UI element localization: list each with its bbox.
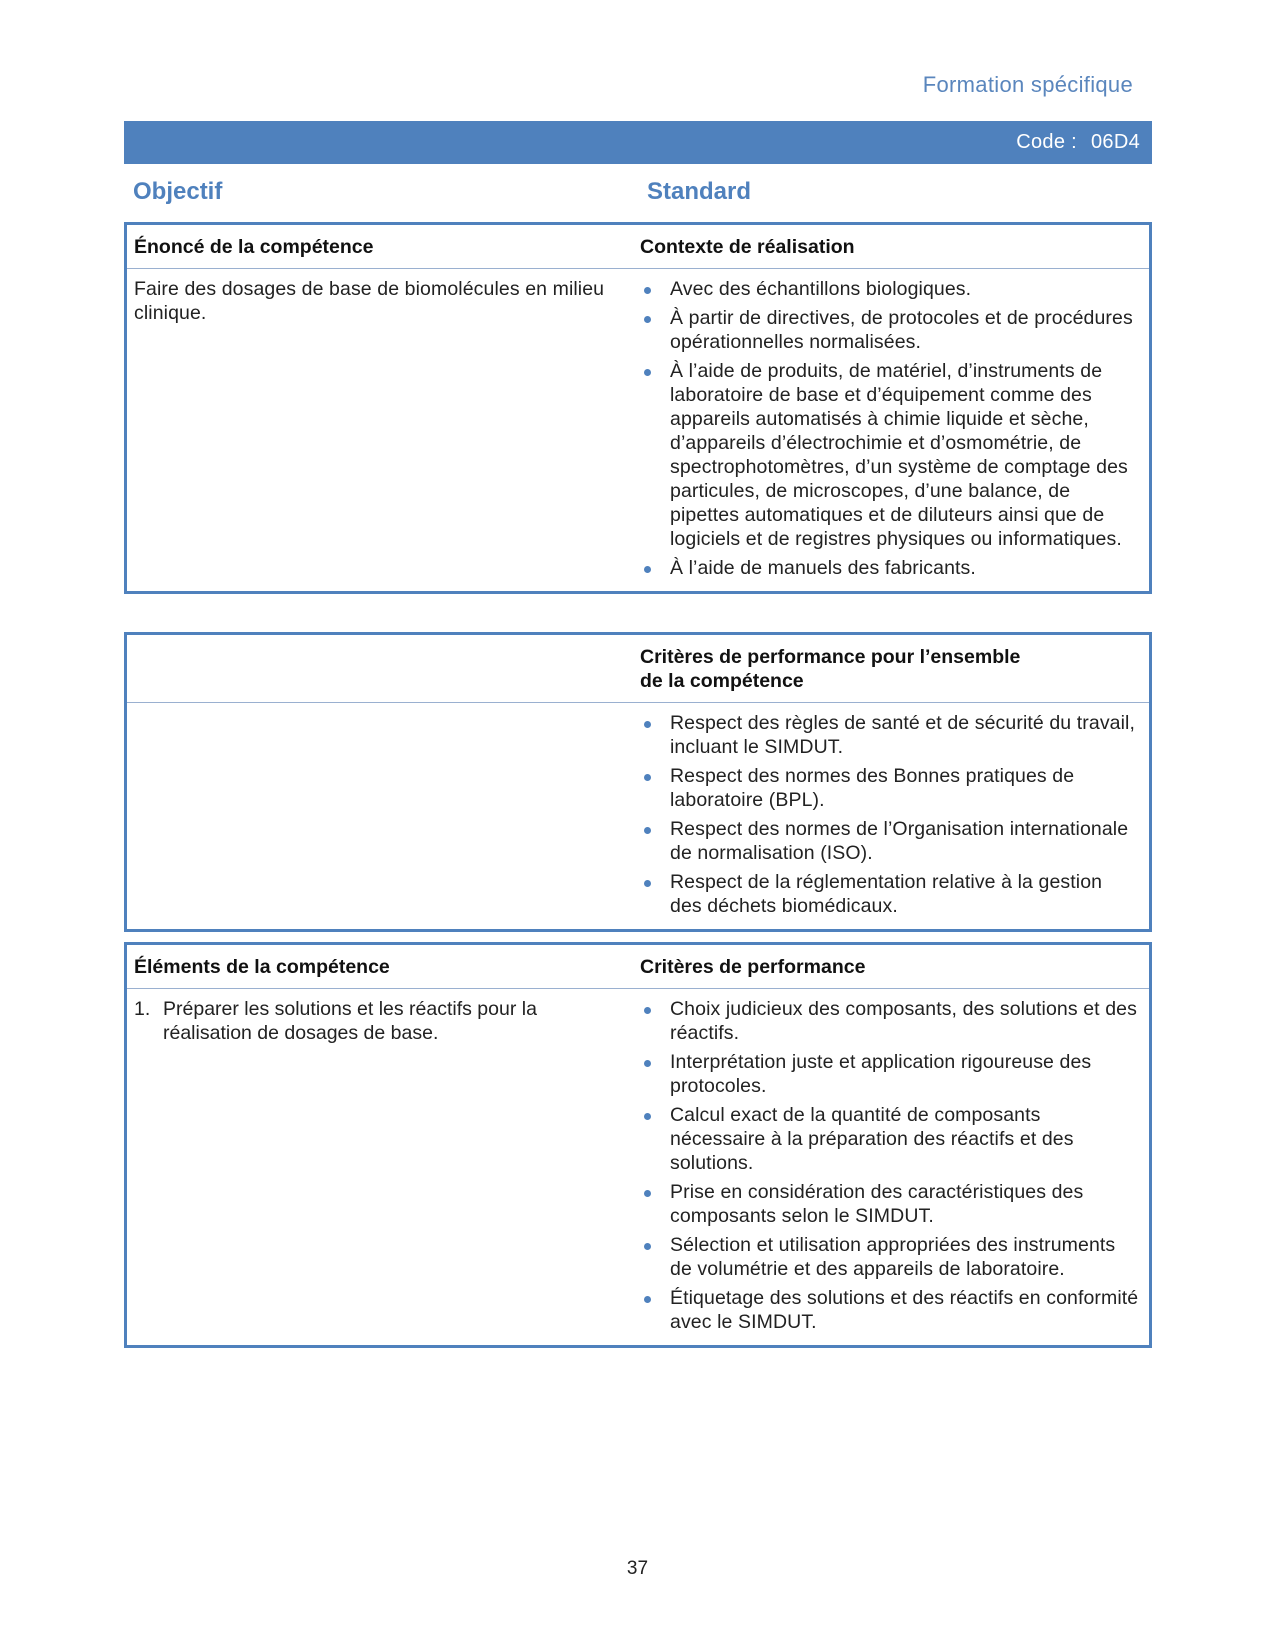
- list-item: Respect de la réglementation relative à la gestion des déchets biomédicaux.: [640, 870, 1139, 918]
- bullet-icon: [644, 827, 651, 834]
- table-body-row: [127, 269, 1149, 591]
- list-item: Interprétation juste et application rigoureuse des protocoles.: [640, 1050, 1139, 1098]
- list-item: Respect des règles de santé et de sécurité du travail, incluant le SIMDUT.: [640, 711, 1139, 759]
- bullet-icon: [644, 1007, 651, 1014]
- bullet-icon: [644, 1113, 651, 1120]
- page-number: 37: [626, 1558, 649, 1579]
- list-item: À l’aide de manuels des fabricants.: [640, 556, 1139, 580]
- element-number: 1.: [134, 998, 151, 1020]
- header-line-1: Critères de performance pour l’ensemble: [640, 646, 1021, 668]
- formation-label: Formation spécifique: [922, 72, 1133, 97]
- table-elements-criteria: [124, 942, 1152, 1348]
- header-global-criteria: [640, 635, 1149, 702]
- table-header-row: [127, 635, 1149, 703]
- list-item: Choix judicieux des composants, des solutions et des réactifs.: [640, 997, 1139, 1045]
- table-header-row: [127, 945, 1149, 989]
- heading-objectif: Objectif: [133, 178, 223, 205]
- context-list: [640, 269, 1139, 591]
- bullet-icon: [644, 1060, 651, 1067]
- bullet-icon: [644, 721, 651, 728]
- code-bar: [124, 121, 1152, 164]
- bullet-icon: [644, 1190, 651, 1197]
- header-elements: Éléments de la compétence: [134, 956, 390, 978]
- list-item: Respect des normes de l’Organisation internationale de normalisation (ISO).: [640, 817, 1139, 865]
- list-item: Sélection et utilisation appropriées des instruments de volumétrie et des appareils de laboratoire.: [640, 1233, 1139, 1281]
- table-body-row: [127, 989, 1149, 1345]
- bullet-icon: [644, 369, 651, 376]
- criteria-list: [640, 989, 1139, 1345]
- header-criteria: Critères de performance: [640, 956, 866, 978]
- list-item: Étiquetage des solutions et des réactifs en conformité avec le SIMDUT.: [640, 1286, 1139, 1334]
- table-header-row: [127, 225, 1149, 269]
- list-item: Calcul exact de la quantité de composants nécessaire à la préparation des réactifs et des solutions.: [640, 1103, 1139, 1175]
- empty-cell: [127, 703, 640, 929]
- element-item: [134, 989, 628, 1045]
- header-enonce: Énoncé de la compétence: [134, 236, 374, 258]
- header-empty: [127, 635, 640, 702]
- list-item: À l’aide de produits, de matériel, d’instruments de laboratoire de base et d’équipement comme des appareils automatisés à chimie liquide et sèche, d’appareils d’électrochimie et d’osmométrie, de spectrophotomètres, d’un système de comptage des particules, de microscopes, d’une balance, de pipettes automatiques et de diluteurs ainsi que de logiciels et de registres physiques ou informatiques.: [640, 359, 1139, 551]
- bullet-icon: [644, 566, 651, 573]
- heading-standard: Standard: [647, 178, 752, 205]
- table-body-row: [127, 703, 1149, 929]
- enonce-text: Faire des dosages de base de biomolécules en milieu clinique.: [134, 278, 605, 324]
- global-criteria-list: [640, 703, 1139, 929]
- bullet-icon: [644, 1243, 651, 1250]
- bullet-icon: [644, 774, 651, 781]
- table-global-criteria: [124, 632, 1152, 932]
- table-competence-context: [124, 222, 1152, 594]
- code-value: 06D4: [1090, 131, 1140, 153]
- list-item: Avec des échantillons biologiques.: [640, 277, 1139, 301]
- bullet-icon: [644, 316, 651, 323]
- element-text: Préparer les solutions et les réactifs pour la réalisation de dosages de base.: [163, 998, 537, 1044]
- list-item: Respect des normes des Bonnes pratiques de laboratoire (BPL).: [640, 764, 1139, 812]
- bullet-icon: [644, 880, 651, 887]
- list-item: Prise en considération des caractéristiques des composants selon le SIMDUT.: [640, 1180, 1139, 1228]
- bullet-icon: [644, 1296, 651, 1303]
- bullet-icon: [644, 287, 651, 294]
- list-item: À partir de directives, de protocoles et de procédures opérationnelles normalisées.: [640, 306, 1139, 354]
- header-line-2: de la compétence: [640, 670, 804, 692]
- header-contexte: Contexte de réalisation: [640, 236, 855, 258]
- code-label: Code :: [1016, 131, 1077, 153]
